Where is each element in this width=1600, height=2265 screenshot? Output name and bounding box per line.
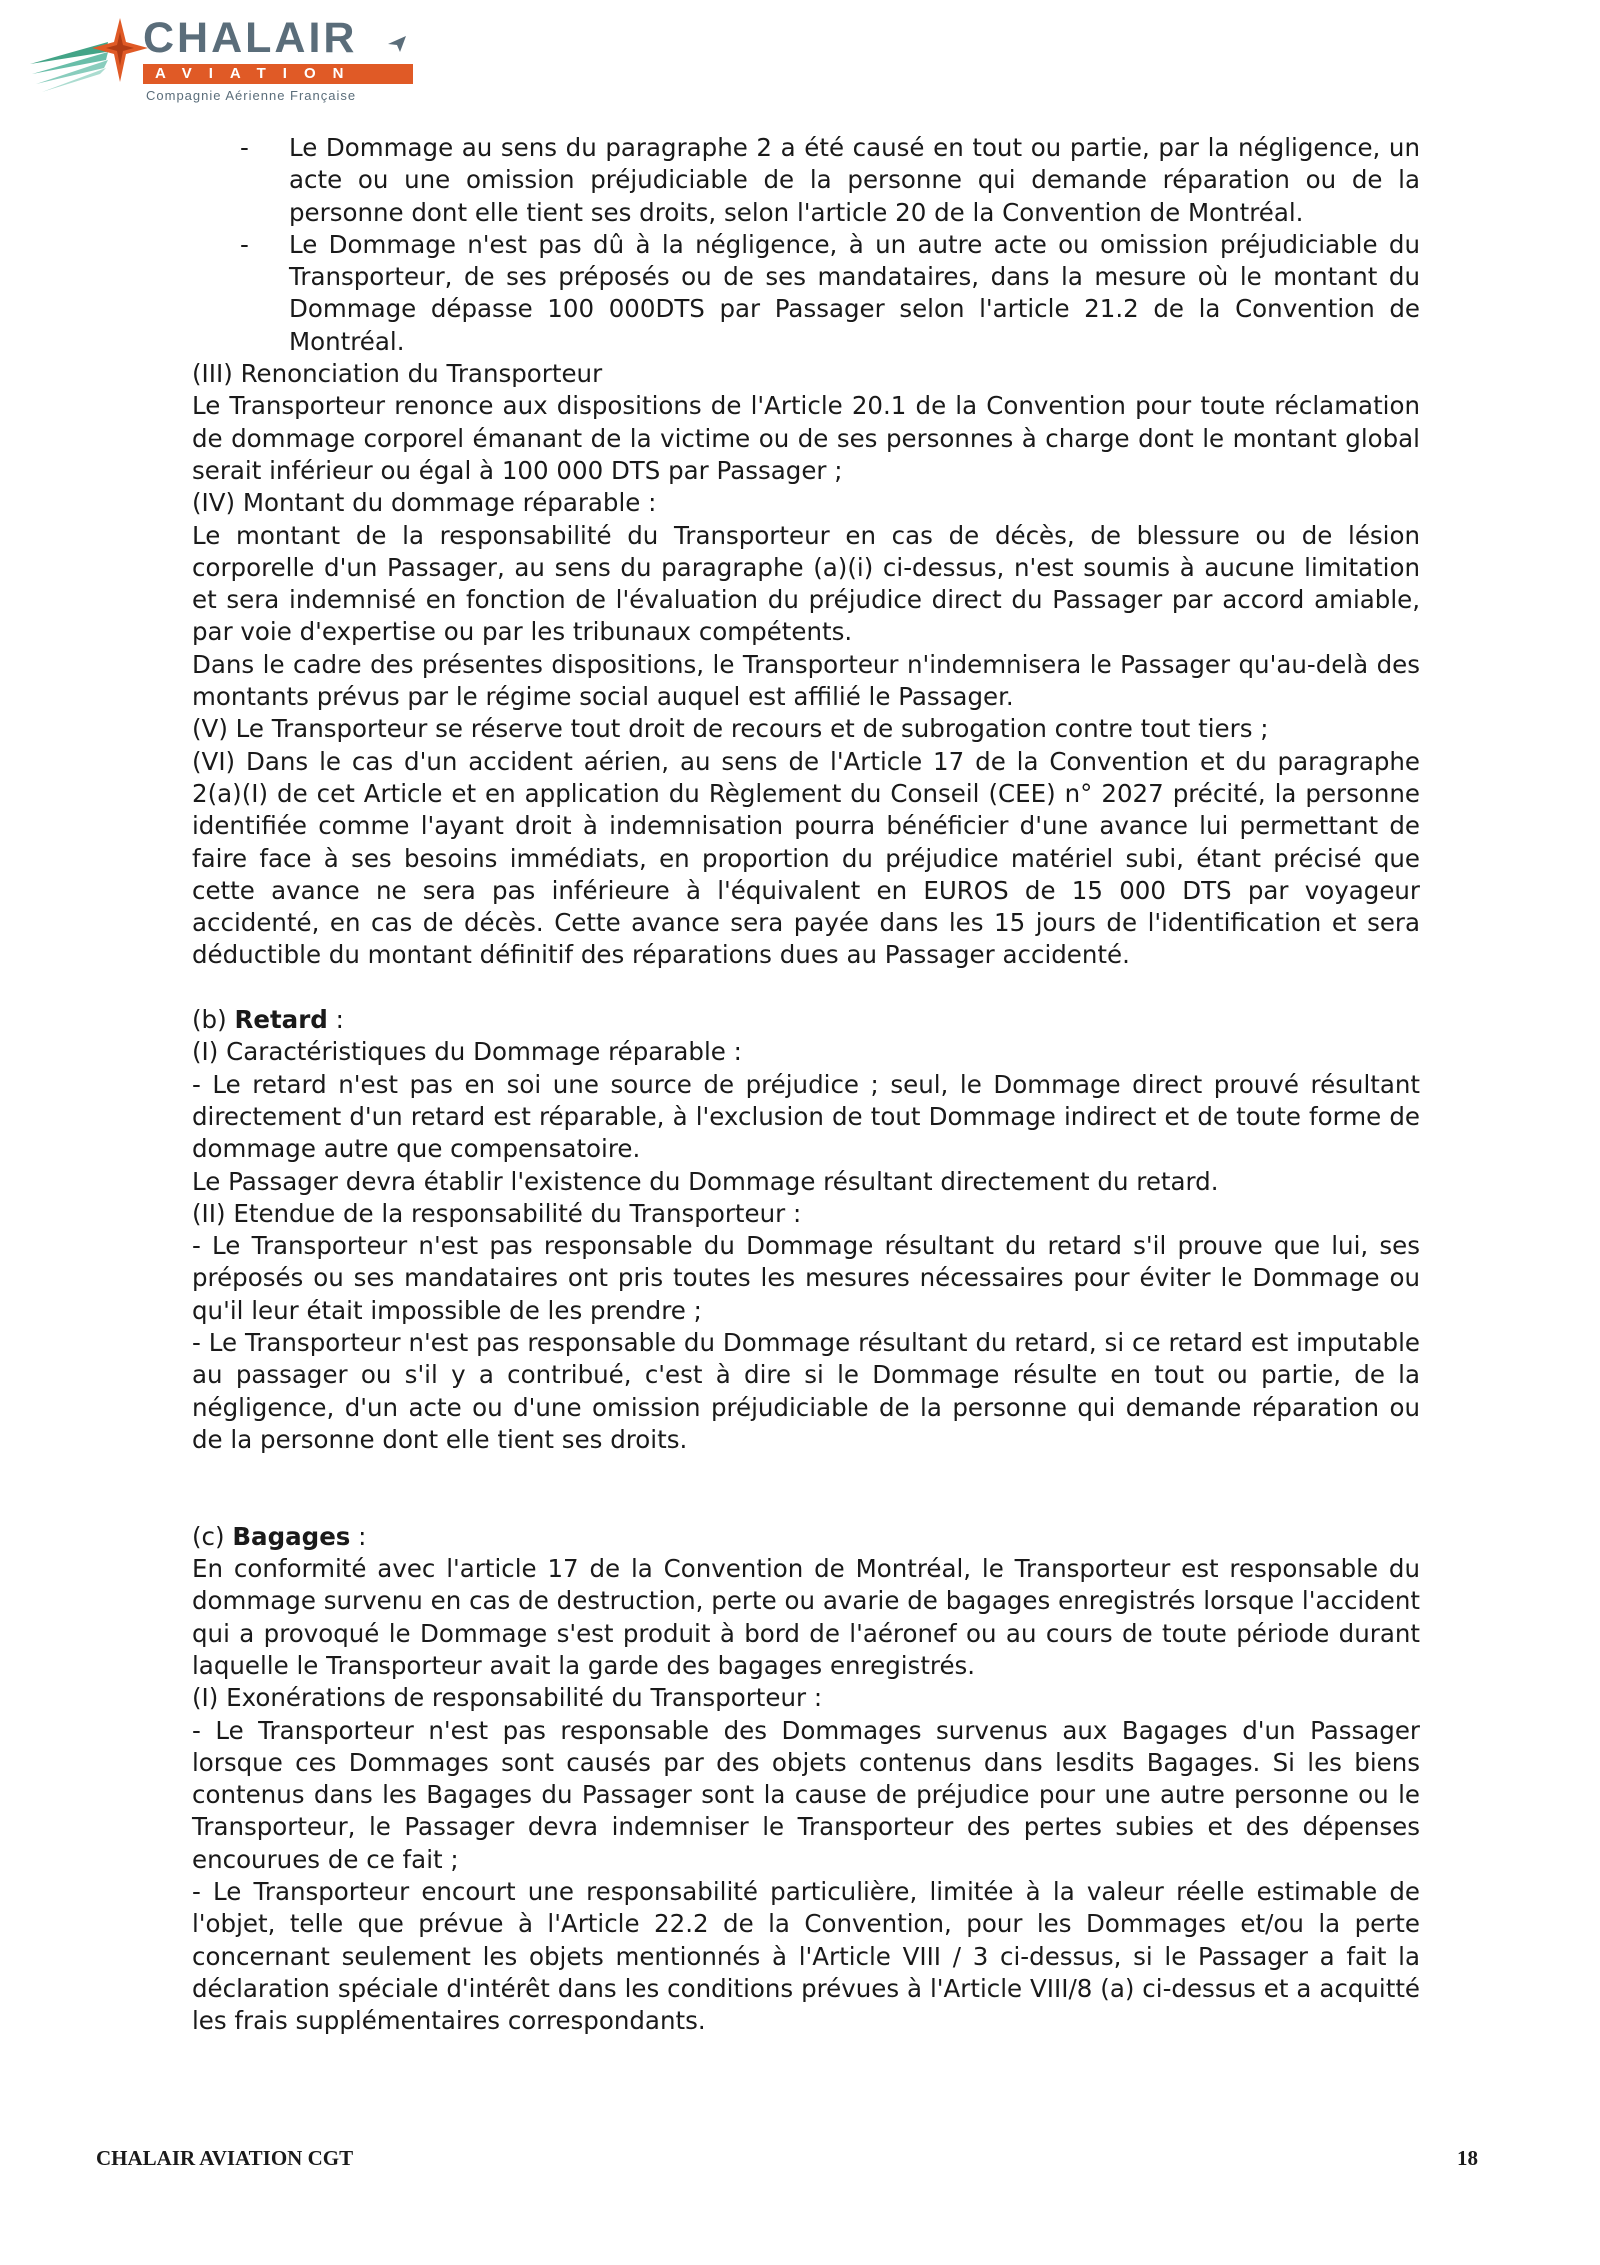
subsection-heading: (II) Etendue de la responsabilité du Transporteur : (192, 1198, 802, 1228)
paragraph: Le Passager devra établir l'existence du Dommage résultant directement du retard. (192, 1166, 1219, 1196)
subsection-heading: (I) Caractéristiques du Dommage réparable : (192, 1037, 742, 1067)
list-item-text: Le Dommage au sens du paragraphe 2 a été causé en tout ou partie, par la négligence, un acte ou une omission préjudiciable de la personne qui demande réparation ou de la personne dont elle tient ses droits, selon l'article 20 de la Convention de Montréal. (289, 133, 1420, 227)
section-heading: (IV) Montant du dommage réparable : (192, 488, 657, 518)
footer-title: CHALAIR AVIATION CGT (96, 2146, 354, 2170)
star-emblem-icon (28, 12, 158, 102)
heading-suffix: : (327, 1005, 344, 1035)
section-heading-retard (192, 1004, 1420, 1036)
document-body (192, 132, 1420, 2038)
heading-prefix: (b) (192, 1005, 235, 1035)
list-item-text: Le Dommage n'est pas dû à la négligence, à un autre acte ou omission préjudiciable du Transporteur, de ses préposés ou de ses mandataires, dans la mesure où le montant du Dommage dépasse 100 000DTS par Passager selon l'article 21.2 de la Convention de Montréal. (289, 229, 1420, 356)
paragraph: En conformité avec l'article 17 de la Convention de Montréal, le Transporteur est responsable du dommage survenu en cas de destruction, perte ou avarie de bagages enregistrés lorsque l'accident qui a provoqué le Dommage s'est produit à bord de l'aéronef ou au cours de toute période durant laquelle le Transporteur avait la garde des bagages enregistrés. (192, 1554, 1420, 1680)
spacer (192, 972, 1420, 1004)
heading-suffix: : (350, 1521, 367, 1551)
logo-title: CHALAIR (143, 14, 358, 62)
subsection-heading: (I) Exonérations de responsabilité du Transporteur : (192, 1683, 823, 1713)
list-item (192, 132, 1420, 229)
spacer (192, 1456, 1420, 1521)
heading-title: Bagages (232, 1521, 351, 1551)
heading-prefix: (c) (192, 1521, 233, 1551)
list-dash: - (240, 133, 249, 162)
section-heading-bagages (192, 1521, 1420, 1553)
paragraph: - Le Transporteur n'est pas responsable du Dommage résultant du retard s'il prouve que lui, ses préposés ou ses mandataires ont pris toutes les mesures nécessaires pour éviter le Dommage ou qu'il leur était impossible de les prendre ; (192, 1231, 1420, 1325)
paragraph: Dans le cadre des présentes dispositions, le Transporteur n'indemnisera le Passager qu'au-delà des montants prévus par le régime social auquel est affilié le Passager. (192, 649, 1420, 712)
paragraph: (VI) Dans le cas d'un accident aérien, au sens de l'Article 17 de la Convention et du paragraphe 2(a)(I) de cet Article et en application du Règlement du Conseil (CEE) n° 2027 précité, la personne identifiée comme l'ayant droit à indemnisation pourra bénéficier d'une avance lui permettant de faire face à ses besoins immédiats, en proportion du préjudice matériel subi, étant précisé que cette avance ne sera pas inférieure à l'équivalent en EUROS de 15 000 DTS par voyageur accidenté, en cas de décès. Cette avance sera payée dans les 15 jours de l'identification et sera déductible du montant définitif des réparations dues au Passager accidenté. (192, 746, 1420, 970)
list-item (192, 229, 1420, 358)
paragraph: Le montant de la responsabilité du Transporteur en cas de décès, de blessure ou de lésion corporelle d'un Passager, au sens du paragraphe (a)(i) ci-dessus, n'est soumis à aucune limitation et sera indemnisé en fonction de l'évaluation du préjudice direct du Passager par accord amiable, par voie d'expertise ou par les tribunaux compétents. (192, 520, 1420, 647)
page-number: 18 (1457, 2146, 1478, 2170)
paragraph: - Le Transporteur n'est pas responsable des Dommages survenus aux Bagages d'un Passager lorsque ces Dommages sont causés par des objets contenus dans lesdits Bagages. Si les biens contenus dans les Bagages du Passager sont la cause de préjudice pour une autre personne ou le Transporteur, le Passager devra indemniser le Transporteur des pertes subies et des dépenses encourues de ce fait ; (192, 1715, 1420, 1874)
logo-tagline: Compagnie Aérienne Française (146, 88, 357, 103)
paragraph: - Le Transporteur n'est pas responsable du Dommage résultant du retard, si ce retard est imputable au passager ou s'il y a contribué, c'est à dire si le Dommage résulte en tout ou partie, de la négligence, d'un acte ou d'une omission préjudiciable de la personne qui demande réparation ou de la personne dont elle tient ses droits. (192, 1327, 1420, 1454)
heading-title: Retard (234, 1005, 328, 1035)
paragraph: - Le Transporteur encourt une responsabilité particulière, limitée à la valeur réelle estimable de l'objet, telle que prévue à l'Article 22.2 de la Convention, pour les Dommages et/ou la perte concernant seulement les objets mentionnés à l'Article VIII / 3 ci-dessus, si le Passager a fait la déclaration spéciale d'intérêt dans les conditions prévues à l'Article VIII/8 (a) ci-dessus et a acquitté les frais supplémentaires correspondants. (192, 1877, 1420, 2036)
list-dash: - (240, 229, 249, 259)
airplane-icon (386, 32, 408, 54)
section-heading: (III) Renonciation du Transporteur (192, 359, 603, 389)
paragraph: - Le retard n'est pas en soi une source de préjudice ; seul, le Dommage direct prouvé résultant directement d'un retard est réparable, à l'exclusion de tout Dommage indirect et de toute forme de dommage autre que compensatoire. (192, 1069, 1420, 1164)
company-logo (28, 12, 428, 102)
paragraph: (V) Le Transporteur se réserve tout droit de recours et de subrogation contre tout tiers ; (192, 714, 1269, 744)
logo-bar: AVIATION (143, 64, 413, 84)
paragraph: Le Transporteur renonce aux dispositions de l'Article 20.1 de la Convention pour toute réclamation de dommage corporel émanant de la victime ou de ses personnes à charge dont le montant global serait inférieur ou égal à 100 000 DTS par Passager ; (192, 391, 1420, 485)
